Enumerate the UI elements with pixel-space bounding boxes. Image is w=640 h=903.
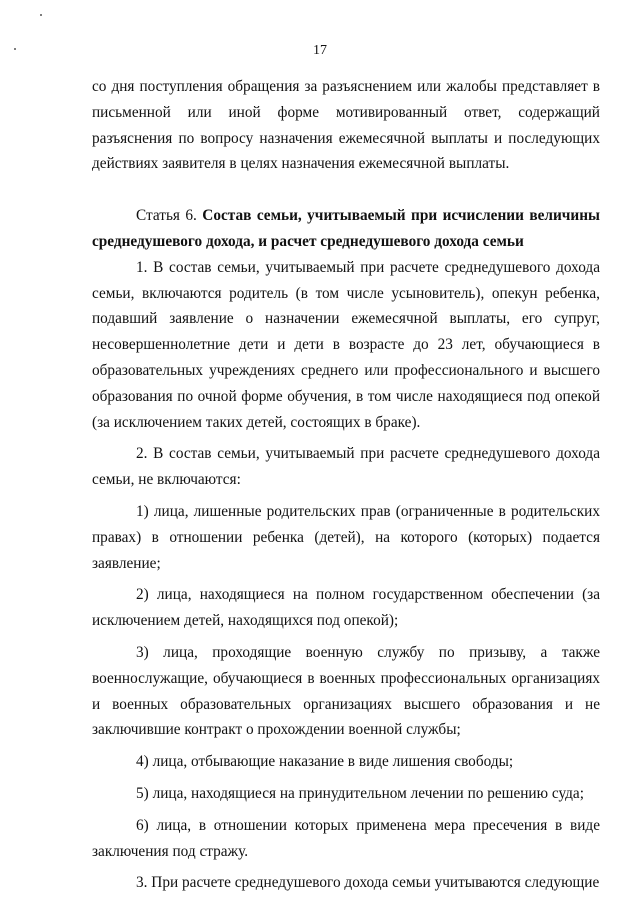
paragraph-item-2: 2. В состав семьи, учитываемый при расчете среднедушевого дохода семьи, не включаются: bbox=[92, 445, 600, 489]
document-body bbox=[92, 74, 600, 896]
subitem-5: 5) лица, находящиеся на принудительном лечении по решению суда; bbox=[136, 784, 584, 802]
paragraph-item-1: 1. В состав семьи, учитываемый при расчете среднедушевого дохода семьи, включаются родитель (в том числе усыновитель), опекун ребенка, подавший заявление о назначении ежемесячной выплаты, его супруг, несовершеннолетние дети и дети в возрасте до 23 лет, обучающиеся в образовательных учреждениях среднего или профессионального и высшего образования по очной форме обучения, в том числе находящиеся под опекой (за исключением таких детей, состоящих в браке). bbox=[92, 258, 600, 431]
paragraph-intro: со дня поступления обращения за разъяснением или жалобы представляет в письменной или иной форме мотивированный ответ, содержащий разъяснения по вопросу назначения ежемесячной выплаты и последующих действиях заявителя в целях назначения ежемесячной выплаты. bbox=[92, 78, 600, 173]
article-prefix: Статья 6. bbox=[136, 207, 203, 225]
subitem-4: 4) лица, отбывающие наказание в виде лишения свободы; bbox=[136, 753, 514, 771]
paragraph-item-3: 3. При расчете среднедушевого дохода семьи учитываются следующие bbox=[136, 874, 600, 892]
subitem-1: 1) лица, лишенные родительских прав (ограниченные в родительских правах) в отношении ребенка (детей), на которого (которых) подается заявление; bbox=[92, 502, 600, 572]
scan-speck bbox=[40, 14, 42, 16]
subitem-2: 2) лица, находящиеся на полном государственном обеспечении (за исключением детей, находящихся под опекой); bbox=[92, 586, 600, 630]
subitem-6: 6) лица, в отношении которых применена мера пресечения в виде заключения под стражу. bbox=[92, 816, 600, 860]
subitem-3: 3) лица, проходящие военную службу по призыву, а также военнослужащие, обучающиеся в военных профессиональных организациях и военных образовательных организациях высшего образования и не заключившие контракт о прохождении военной службы; bbox=[92, 643, 600, 739]
page-number: 17 bbox=[313, 43, 327, 58]
article-heading bbox=[92, 203, 600, 255]
article-title: Состав семьи, учитываемый при исчислении величины среднедушевого дохода, и расчет среднедушевого дохода семьи bbox=[92, 207, 600, 250]
